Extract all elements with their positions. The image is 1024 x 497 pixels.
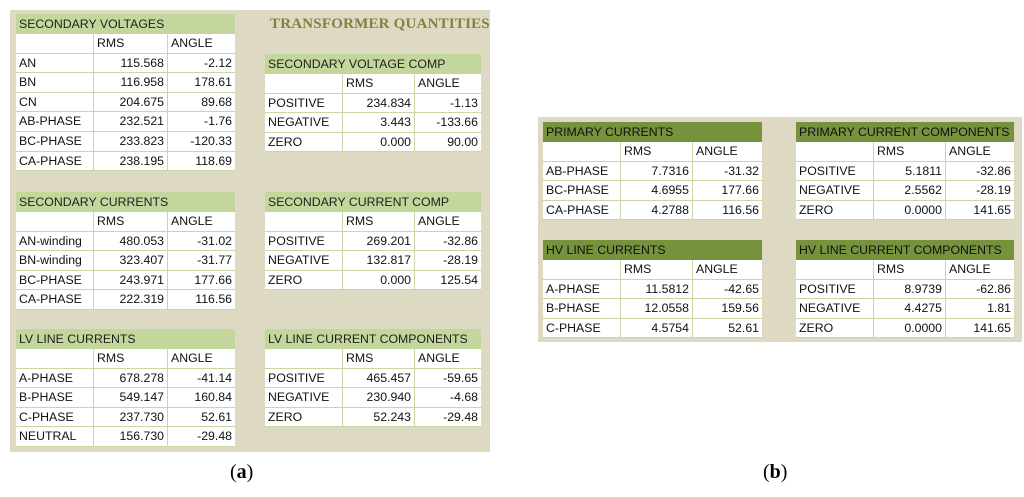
caption-b-close: ) [780,461,788,483]
rms-value: 2.5562 [874,181,946,200]
table-row [265,388,481,408]
table-row [16,427,235,447]
row-label: NEGATIVE [265,113,343,132]
lv-line-current-components-table [265,329,481,427]
angle-value: -31.77 [197,253,232,268]
caption-b [763,461,787,484]
hv-line-currents-table [543,240,762,338]
rms-value: 4.5754 [621,319,693,338]
angle-value: 116.56 [722,202,759,217]
row-label: B-PHASE [543,299,621,318]
column-header-row [16,212,235,232]
column-header-rms: RMS [94,212,168,231]
rms-value: 12.0558 [621,299,693,318]
rms-value: 0.000 [343,133,415,152]
column-header-label [16,212,94,231]
row-label: POSITIVE [796,280,874,299]
column-header-rms: RMS [343,74,415,93]
row-label: AB-PHASE [543,162,621,181]
row-label: ZERO [265,271,343,290]
angle-value: 118.69 [195,153,232,168]
angle-value: 89.68 [201,94,232,109]
column-header-label [543,260,621,279]
column-header-rms: RMS [94,34,168,53]
rms-value: 465.457 [343,369,415,388]
table-row [543,201,762,221]
row-label: B-PHASE [16,388,94,407]
rms-value: 7.7316 [621,162,693,181]
angle-value: -1.76 [203,114,232,129]
rms-value: 4.6955 [621,181,693,200]
angle-value: -32.86 [443,233,478,248]
rms-value: 11.5812 [621,280,693,299]
rms-value: 4.4275 [874,299,946,318]
column-header-rms: RMS [94,349,168,368]
angle-value: -62.86 [976,281,1011,296]
table-header: SECONDARY CURRENT COMP [265,192,481,212]
table-row [16,290,235,310]
table-row [16,152,235,172]
column-header-label [543,142,621,161]
column-header-label [16,34,94,53]
table-row [543,280,762,300]
caption-a [230,461,253,484]
row-label: NEGATIVE [796,181,874,200]
rms-value: 243.971 [94,271,168,290]
rms-value: 0.000 [343,271,415,290]
table-row [265,251,481,271]
angle-value: -4.68 [449,390,478,405]
table-row [16,369,235,389]
table-row [16,408,235,428]
column-header-label [16,349,94,368]
table-row [16,73,235,93]
rms-value: 5.1811 [874,162,946,181]
table-header: SECONDARY VOLTAGE COMP [265,54,481,74]
angle-value: -41.14 [197,370,232,385]
row-label: CA-PHASE [16,152,94,171]
row-label: BN-winding [16,251,94,270]
column-header-rms: RMS [874,142,946,161]
rms-value: 549.147 [94,388,168,407]
column-header-angle: ANGLE [171,351,213,365]
row-label: AN [16,54,94,73]
rms-value: 230.940 [343,388,415,407]
row-label: POSITIVE [265,94,343,113]
angle-value: -29.48 [197,429,232,444]
row-label: ZERO [796,319,874,338]
rms-value: 52.243 [343,408,415,427]
column-header-row [16,349,235,369]
column-header-angle: ANGLE [418,76,460,90]
transformer-quantities-title: TRANSFORMER QUANTITIES [270,16,490,32]
table-row [265,232,481,252]
row-label: CA-PHASE [543,201,621,220]
rms-value: 116.958 [94,73,168,92]
row-label: NEUTRAL [16,427,94,446]
column-header-label [265,74,343,93]
column-header-label [265,349,343,368]
table-row [796,299,1014,319]
row-label: BC-PHASE [16,271,94,290]
column-header-row [265,349,481,369]
rms-value: 480.053 [94,232,168,251]
angle-value: -42.65 [724,281,759,296]
column-header-row [543,260,762,280]
column-header-angle: ANGLE [949,144,991,158]
row-label: POSITIVE [796,162,874,181]
row-label: C-PHASE [543,319,621,338]
rms-value: 156.730 [94,427,168,446]
rms-value: 323.407 [94,251,168,270]
angle-value: 177.66 [194,272,232,287]
angle-value: -32.86 [976,163,1011,178]
row-label: ZERO [265,133,343,152]
table-row [796,319,1014,339]
angle-value: 116.56 [195,292,232,307]
table-row [796,162,1014,182]
angle-value: 178.61 [194,75,232,90]
table-row [16,54,235,74]
table-row [265,113,481,133]
row-label: ZERO [265,408,343,427]
hv-line-current-components-table [796,240,1014,338]
column-header-row [796,142,1014,162]
angle-value: -28.19 [976,183,1011,198]
column-header-rms: RMS [621,142,693,161]
table-row [16,132,235,152]
secondary-currents-table [16,192,235,310]
row-label: POSITIVE [265,369,343,388]
table-header: PRIMARY CURRENTS [543,122,762,142]
primary-currents-table [543,122,762,220]
secondary-voltage-comp-table [265,54,481,152]
column-header-row [543,142,762,162]
secondary-voltages-table [16,14,235,171]
table-row [796,201,1014,221]
lv-line-currents-table [16,329,235,447]
table-row [265,94,481,114]
table-header: LV LINE CURRENTS [16,329,235,349]
angle-value: -1.13 [449,95,478,110]
row-label: NEGATIVE [265,251,343,270]
angle-value: 160.84 [194,390,232,405]
row-label: BN [16,73,94,92]
rms-value: 4.2788 [621,201,693,220]
column-header-angle: ANGLE [171,36,213,50]
rms-value: 269.201 [343,232,415,251]
table-row [265,408,481,428]
caption-a-close: ) [246,461,254,483]
rms-value: 204.675 [94,93,168,112]
column-header-row [265,74,481,94]
column-header-angle: ANGLE [696,144,738,158]
row-label: BC-PHASE [16,132,94,151]
rms-value: 234.834 [343,94,415,113]
row-label: ZERO [796,201,874,220]
rms-value: 232.521 [94,112,168,131]
table-row [16,112,235,132]
row-label: C-PHASE [16,408,94,427]
row-label: A-PHASE [543,280,621,299]
table-row [16,388,235,408]
table-row [796,280,1014,300]
row-label: CN [16,93,94,112]
caption-b-letter: b [769,461,781,483]
column-header-angle: ANGLE [696,262,738,276]
column-header-angle: ANGLE [949,262,991,276]
table-row [265,271,481,291]
table-row [543,299,762,319]
column-header-label [265,212,343,231]
angle-value: 141.65 [973,320,1011,335]
rms-value: 233.823 [94,132,168,151]
row-label: POSITIVE [265,232,343,251]
table-row [543,181,762,201]
angle-value: -2.12 [203,55,232,70]
angle-value: 1.81 [987,301,1011,316]
column-header-angle: ANGLE [418,351,460,365]
rms-value: 115.568 [94,54,168,73]
column-header-rms: RMS [621,260,693,279]
table-header: HV LINE CURRENT COMPONENTS [796,240,1014,260]
row-label: A-PHASE [16,369,94,388]
table-row [543,319,762,339]
caption-a-letter: a [236,461,247,483]
table-row [796,181,1014,201]
angle-value: -28.19 [443,253,478,268]
table-row [16,93,235,113]
column-header-label [796,142,874,161]
table-header: SECONDARY VOLTAGES [16,14,235,34]
row-label: NEGATIVE [265,388,343,407]
column-header-row [265,212,481,232]
table-row [16,271,235,291]
primary-current-components-table [796,122,1014,220]
table-header: LV LINE CURRENT COMPONENTS [265,329,481,349]
angle-value: -120.33 [190,133,232,148]
secondary-current-comp-table [265,192,481,290]
table-row [543,162,762,182]
row-label: NEGATIVE [796,299,874,318]
angle-value: -29.48 [443,409,478,424]
table-row [16,232,235,252]
table-header: SECONDARY CURRENTS [16,192,235,212]
angle-value: -31.02 [197,233,232,248]
angle-value: 159.56 [721,301,759,316]
column-header-rms: RMS [343,212,415,231]
column-header-row [796,260,1014,280]
table-header: PRIMARY CURRENT COMPONENTS [796,122,1014,142]
column-header-rms: RMS [874,260,946,279]
table-row [16,251,235,271]
rms-value: 237.730 [94,408,168,427]
column-header-rms: RMS [343,349,415,368]
angle-value: 141.65 [973,202,1011,217]
caption-b-open: ( [763,461,770,483]
angle-value: -59.65 [443,370,478,385]
angle-value: 125.54 [440,272,478,287]
table-row [265,369,481,389]
rms-value: 3.443 [343,113,415,132]
rms-value: 222.319 [94,290,168,309]
caption-a-open: ( [230,461,237,483]
angle-value: -133.66 [436,115,478,130]
row-label: AB-PHASE [16,112,94,131]
angle-value: 52.61 [728,320,759,335]
row-label: BC-PHASE [543,181,621,200]
rms-value: 0.0000 [874,319,946,338]
rms-value: 678.278 [94,369,168,388]
angle-value: 90.00 [447,134,478,149]
column-header-angle: ANGLE [171,214,213,228]
column-header-row [16,34,235,54]
angle-value: 177.66 [721,183,759,198]
rms-value: 132.817 [343,251,415,270]
angle-value: 52.61 [201,409,232,424]
table-row [265,133,481,153]
angle-value: -31.32 [724,163,759,178]
rms-value: 238.195 [94,152,168,171]
table-header: HV LINE CURRENTS [543,240,762,260]
row-label: AN-winding [16,232,94,251]
row-label: CA-PHASE [16,290,94,309]
column-header-angle: ANGLE [418,214,460,228]
column-header-label [796,260,874,279]
rms-value: 0.0000 [874,201,946,220]
rms-value: 8.9739 [874,280,946,299]
